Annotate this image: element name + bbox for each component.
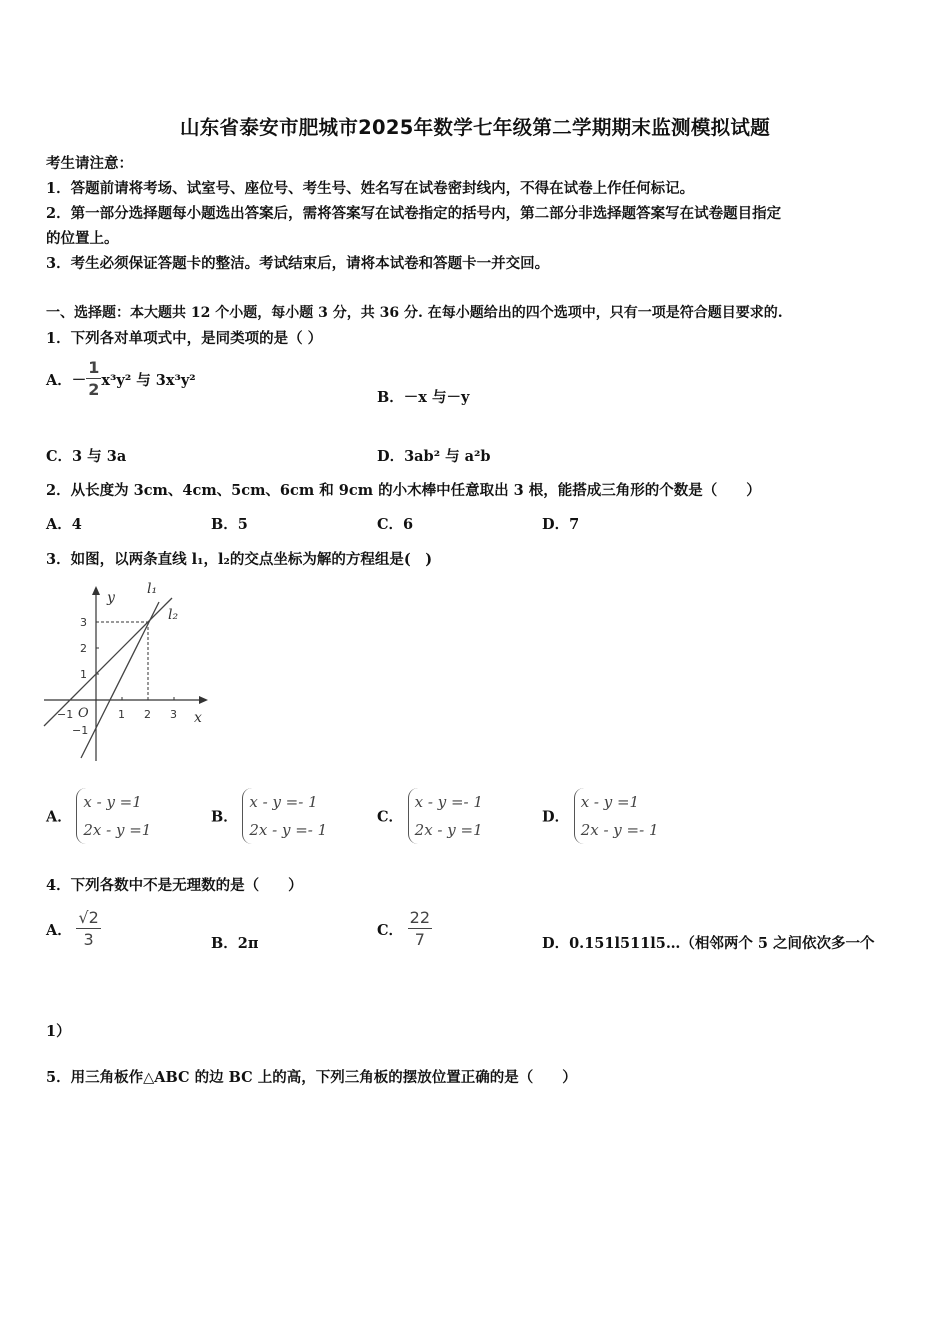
q2-option-d: D．7 <box>542 516 580 533</box>
y-tick-label: 2 <box>80 642 87 655</box>
q1-option-a-fraction <box>86 358 101 401</box>
equation: 2x - y =1 <box>414 821 483 839</box>
l2-label: l₂ <box>168 607 179 623</box>
equation-system-a <box>76 788 151 844</box>
x-tick-label: 2 <box>144 708 151 721</box>
line-l2 <box>44 598 172 726</box>
notice-item-1: 1．答题前请将考场、试室号、座位号、考生号、姓名写在试卷密封线内，不得在试卷上作任何标记。 <box>46 180 695 197</box>
equation: x - y =1 <box>580 793 640 811</box>
fraction-denominator: 3 <box>83 930 94 949</box>
q1-option-b: B．－x 与－y <box>377 389 470 406</box>
y-tick-label: −1 <box>72 724 89 737</box>
y-tick-label: 1 <box>80 668 87 681</box>
q4-option-a-fraction <box>76 908 100 951</box>
equation: x - y =1 <box>83 793 142 811</box>
y-axis-label: y <box>107 590 115 606</box>
equation: 2x - y =- 1 <box>580 821 659 839</box>
q3-option-d <box>542 788 659 844</box>
origin-label: O <box>78 706 89 721</box>
q4-option-a-label: A． <box>46 922 72 939</box>
q1-option-c: C．3 与 3a <box>46 448 127 465</box>
fraction-numerator: 22 <box>409 908 431 927</box>
q4-option-a <box>46 908 101 951</box>
q4-option-d-continued: 1） <box>46 1023 71 1040</box>
notice-heading: 考生请注意： <box>46 155 133 172</box>
q3-option-a-label: A． <box>46 808 72 826</box>
equation-system-c <box>408 788 483 844</box>
section-heading: 一、选择题：本大题共 12 个小题，每小题 3 分，共 36 分. 在每小题给出的四个选项中，只有一项是符合题目要求的. <box>46 305 783 321</box>
y-tick-label: 3 <box>80 616 87 629</box>
x-axis-label: x <box>194 710 202 726</box>
question-4-stem: 4．下列各数中不是无理数的是（ ） <box>46 877 303 894</box>
equation: 2x - y =- 1 <box>249 821 328 839</box>
q2-option-c: C．6 <box>377 516 414 533</box>
q1-option-a <box>46 358 196 401</box>
q3-option-a <box>46 788 151 844</box>
question-5-stem: 5．用三角板作△ABC 的边 BC 上的高，下列三角板的摆放位置正确的是（ ） <box>46 1069 577 1086</box>
q3-option-c <box>377 788 483 844</box>
x-axis-arrow <box>199 696 208 704</box>
q1-option-d: D．3ab² 与 a²b <box>377 448 491 465</box>
q4-option-c-label: C． <box>377 922 404 939</box>
q4-option-c-fraction <box>408 908 432 951</box>
q4-option-d: D．0.151l511l5…（相邻两个 5 之间依次多一个 <box>542 935 875 952</box>
notice-item-3: 3．考生必须保证答题卡的整洁。考试结束后，请将本试卷和答题卡一并交回。 <box>46 255 550 272</box>
fraction-numerator: √2 <box>78 908 99 927</box>
q1-option-a-label: A． <box>46 372 72 389</box>
page-title: 山东省泰安市肥城市2025年数学七年级第二学期期末监测模拟试题 <box>179 116 771 139</box>
l1-label: l₁ <box>147 581 158 597</box>
coordinate-graph <box>40 575 215 765</box>
equation-system-b <box>242 788 327 844</box>
question-3-stem: 3．如图，以两条直线 l₁，l₂的交点坐标为解的方程组是( ) <box>46 551 433 568</box>
equation: x - y =- 1 <box>414 793 483 811</box>
question-2-stem: 2．从长度为 3cm、4cm、5cm、6cm 和 9cm 的小木棒中任意取出 3 根，能搭成三角形的个数是（ ） <box>46 482 761 499</box>
q1-option-a-minus: － <box>71 372 87 389</box>
notice-item-2: 2．第一部分选择题每小题选出答案后，需将答案写在试卷指定的括号内，第二部分非选择题答案写在试卷题目指定 <box>46 205 782 222</box>
q3-option-b <box>211 788 327 844</box>
equation-system-d <box>574 788 659 844</box>
q3-option-d-label: D． <box>542 808 570 826</box>
x-tick-label: 3 <box>170 708 177 721</box>
fraction-numerator: 1 <box>88 358 100 377</box>
fraction-denominator: 2 <box>88 380 100 399</box>
equation: 2x - y =1 <box>83 821 152 839</box>
q2-option-b: B．5 <box>211 516 248 533</box>
q3-option-b-label: B． <box>211 808 238 826</box>
q4-option-c <box>377 908 432 951</box>
x-tick-label: 1 <box>118 708 125 721</box>
q3-option-c-label: C． <box>377 808 404 826</box>
notice-item-2-cont: 的位置上。 <box>46 230 119 247</box>
fraction-denominator: 7 <box>414 930 425 949</box>
x-tick-label: −1 <box>57 708 74 721</box>
q4-option-b: B．2π <box>211 935 259 952</box>
q2-option-a: A．4 <box>46 516 82 533</box>
q1-option-a-rest: x³y² 与 3x³y² <box>101 372 196 389</box>
line-l1 <box>81 602 159 758</box>
equation: x - y =- 1 <box>249 793 318 811</box>
y-axis-arrow <box>92 586 100 595</box>
question-1-stem: 1．下列各对单项式中，是同类项的是（ ） <box>46 330 323 347</box>
